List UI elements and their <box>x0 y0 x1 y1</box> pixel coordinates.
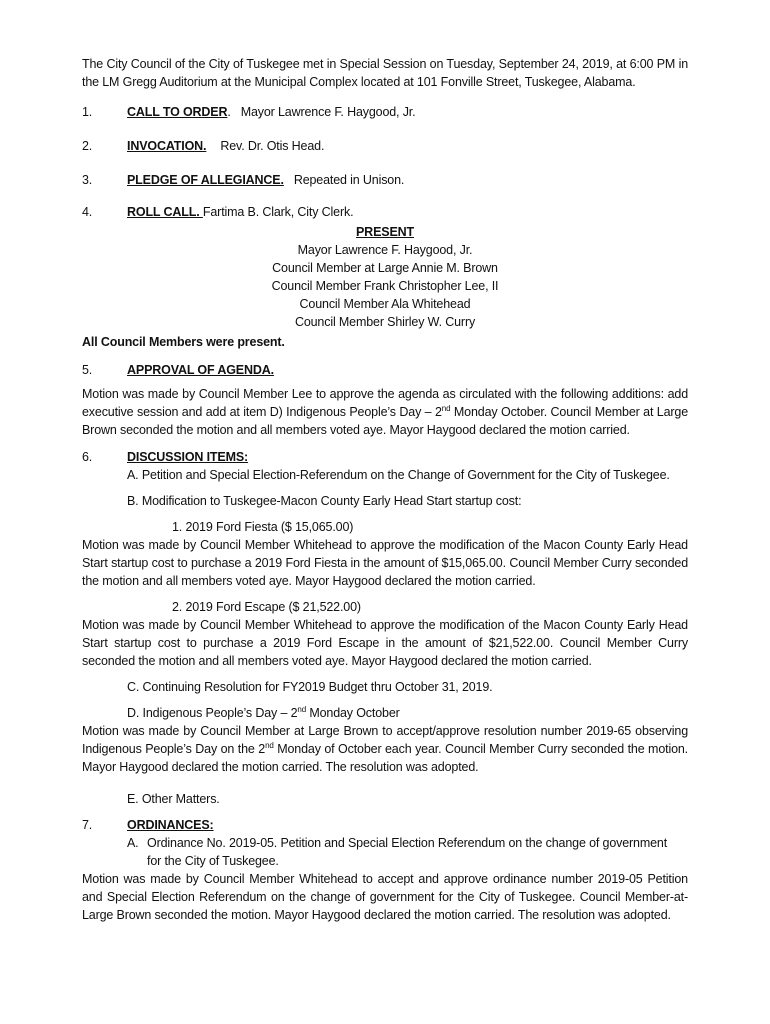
item-title: DISCUSSION ITEMS: <box>127 450 249 464</box>
discussion-item-c: C. Continuing Resolution for FY2019 Budget thru October 31, 2019. <box>127 680 493 694</box>
item-ordinances <box>82 816 688 834</box>
ordinal-suffix: nd <box>441 403 451 413</box>
item-title: APPROVAL OF AGENDA. <box>127 363 274 377</box>
discussion-item-e: E. Other Matters. <box>127 792 220 806</box>
item-d-text: D. Indigenous People’s Day – 2 <box>127 706 298 720</box>
item-heading <box>127 103 231 121</box>
item-text: Mayor Lawrence F. Haygood, Jr. <box>240 105 416 119</box>
discussion-item-b1: 1. 2019 Ford Fiesta ($ 15,065.00) <box>172 520 354 534</box>
item-title: ORDINANCES: <box>127 818 214 832</box>
present-list <box>82 223 688 331</box>
item-roll-call <box>82 203 688 221</box>
item-number: 7. <box>82 818 93 832</box>
motion-text: Monday of October each year. Council Member Curry seconded the motion. Mayor Haygood declared the motion carried. The resolution was adopted. <box>82 742 689 774</box>
present-member: Mayor Lawrence F. Haygood, Jr. <box>297 243 473 257</box>
motion-text: Motion was made by Council Member at Large Brown to accept/approve resolution number 2019-65 observing Indigenous People’s Day on the 2 <box>82 724 688 756</box>
ordinal-suffix: nd <box>265 740 274 750</box>
ordinance-label: A. <box>127 836 139 850</box>
discussion-item-a: A. Petition and Special Election-Referendum on the Change of Government for the City of Tuskegee. <box>127 468 670 482</box>
item-number: 6. <box>82 450 93 464</box>
item-title: ROLL CALL. <box>127 205 203 219</box>
discussion-item-b2: 2. 2019 Ford Escape ($ 21,522.00) <box>172 600 361 614</box>
discussion-b2-motion: Motion was made by Council Member Whitehead to approve the modification of the Macon County Early Head Start startup cost to purchase a 2019 Ford Escape in the amount of $21,522.00. Council Member Curry seconded the motion and all members voted aye. Mayor Haygood declared the motion carried. <box>82 618 688 668</box>
discussion-d-motion <box>82 722 688 776</box>
approval-motion <box>82 385 688 439</box>
present-member: Council Member Shirley W. Curry <box>294 315 476 329</box>
item-approval <box>82 361 688 379</box>
ordinal-suffix: nd <box>297 704 306 714</box>
motion-text: Monday October. Council Member at Large Brown seconded the motion and all members voted aye. Mayor Haygood declared the motion carried. <box>82 405 688 437</box>
present-member: Council Member at Large Annie M. Brown <box>272 261 498 275</box>
present-header: PRESENT <box>356 225 414 239</box>
item-text: Rev. Dr. Otis Head. <box>220 139 325 153</box>
intro-paragraph: The City Council of the City of Tuskegee met in Special Session on Tuesday, September 24, 2019, at 6:00 PM in the LM Gregg Auditorium at the Municipal Complex located at 101 Fonville Street, Tuskegee, Alabama. <box>82 57 688 89</box>
present-member: Council Member Frank Christopher Lee, II <box>271 279 499 293</box>
item-pledge <box>82 171 688 203</box>
item-d-text: Monday October <box>306 706 400 720</box>
item-text: Repeated in Unison. <box>293 173 405 187</box>
item-number: 4. <box>82 205 93 219</box>
item-title: INVOCATION. <box>127 139 207 153</box>
item-discussion <box>82 448 688 466</box>
minutes-document <box>82 55 688 924</box>
all-present-note: All Council Members were present. <box>82 335 285 349</box>
discussion-item-b: B. Modification to Tuskegee-Macon County Early Head Start startup cost: <box>127 494 522 508</box>
item-number: 5. <box>82 363 93 377</box>
item-number: 2. <box>82 139 93 153</box>
item-invocation <box>82 137 688 171</box>
ordinance-a-motion: Motion was made by Council Member Whitehead to accept and approve ordinance number 2019-05 Petition and Special Election Referendum on the change of government for the City of Tuskegee. Council Member-at-Large Brown seconded the motion. Mayor Haygood declared the motion carried. The resolution was adopted. <box>82 872 688 922</box>
item-title: PLEDGE OF ALLEGIANCE. <box>127 173 284 187</box>
discussion-b1-motion: Motion was made by Council Member Whitehead to approve the modification of the Macon County Early Head Start startup cost to purchase a 2019 Ford Fiesta in the amount of $15,065.00. Council Member Curry seconded the motion and all members voted aye. Mayor Haygood declared the motion carried. <box>82 538 688 588</box>
item-number: 1. <box>82 105 93 119</box>
motion-text: Motion was made by Council Member Lee to approve the agenda as circulated with the following additions: add executive session and add at item D) Indigenous People’s Day – 2 <box>82 387 688 419</box>
ordinance-text: Ordinance No. 2019-05. Petition and Special Election Referendum on the change of government for the City of Tuskegee. <box>147 836 668 868</box>
present-member: Council Member Ala Whitehead <box>299 297 471 311</box>
discussion-item-d <box>82 704 688 722</box>
ordinance-item-a <box>82 834 688 870</box>
item-number: 3. <box>82 173 93 187</box>
item-text: Fartima B. Clark, City Clerk. <box>202 205 354 219</box>
item-title: CALL TO ORDER <box>127 105 228 119</box>
item-title-punct: . <box>227 105 231 119</box>
item-call-to-order <box>82 103 688 137</box>
